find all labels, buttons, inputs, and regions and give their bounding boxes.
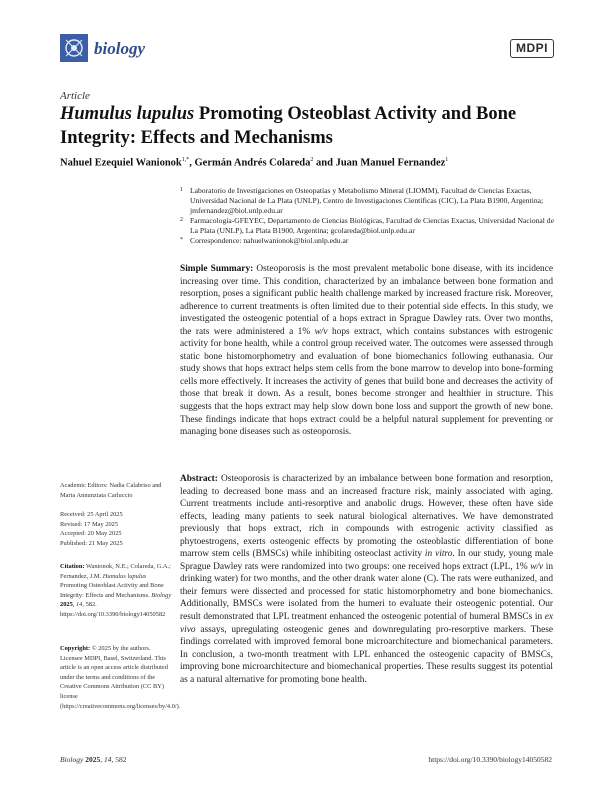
citation-block	[60, 562, 172, 620]
history-dates	[60, 510, 172, 548]
citation-authors: Wanionok, N.E.; Colareda, G.A.; Fernandez, J.M.	[60, 563, 171, 580]
author-name[interactable]: Nahuel Ezequiel Wanionok	[60, 157, 182, 169]
copyright-block	[60, 644, 181, 711]
footer-volume: 14	[103, 755, 112, 764]
title-species: Humulus lupulus	[60, 104, 195, 124]
summary-text: hops extract, which contains substances with estrogenic activity for bone health, while a control group received water. The outcomes were assessed through static bone histomorphometry and evaluation of bone biomechanics following euthanasia. Our study shows that hops extract helps stem cells from the bone marrow to develop into bone-forming cells more effectively. It increases the activity of genes that build bone and decreases the activity of those that break it down. As a result, bones become stronger and healthier in structure. This suggests that the hops extract may help slow down bone loss and support the growth of new bone. These findings indicate that hops extract could be a helpful natural supplement for preventing or managing bone diseases such as osteoporosis.	[180, 326, 553, 438]
affiliation-text: Farmacología-GFEYEC, Departamento de Ciencias Biológicas, Facultad de Ciencias Exactas, Universidad Nacional de La Plata (UNLP), La Plata B1900, Argentina; gcolareda@biol.unlp.edu.ar	[190, 216, 554, 235]
abstract-italic: w/v	[530, 561, 544, 572]
citation-volume: , 14	[72, 601, 83, 609]
abstract-text: in drinking water) for two months, and the other drank water alone (C). The rats were euthanized, and their femurs were dissected and processed for static histomorphometry and bone biomechanics. Additionally, BMSCs were isolated from the humeri to evaluate their osteogenic potential. Our result demonstrated that LPL treatment enhanced the osteogenic potential of humeral BMSCs in	[180, 561, 553, 623]
footer-citation: Biology 2025, 14, 582	[60, 755, 127, 764]
publisher-logo[interactable]: MDPI	[510, 39, 554, 58]
article-type: Article	[60, 90, 90, 102]
copyright-label: Copyright:	[60, 645, 91, 652]
abstract-italic: ex vivo	[180, 612, 553, 635]
journal-logo	[60, 34, 88, 62]
abstract-label: Abstract:	[180, 474, 218, 484]
author-affil-sup: 1,*	[181, 157, 190, 163]
date-accepted: Accepted: 20 May 2025	[60, 530, 122, 538]
author-separator: ,	[189, 157, 195, 169]
author-affil-sup: 1	[445, 157, 449, 163]
date-revised: Revised: 17 May 2025	[60, 520, 119, 528]
abstract	[180, 473, 553, 686]
academic-editors: Academic Editors: Nadia Calabriso and Maria Annunziata Carluccio	[60, 482, 162, 499]
author-name[interactable]: Juan Manuel Fernandez	[335, 157, 446, 169]
affiliation-mark: 1	[180, 187, 183, 193]
abstract-text: Osteoporosis is characterized by an imbalance between bone formation and resorption, leading to decreased bone mass and an increased fracture risk, mainly associated with aging. Current treatments include anti-resorptive and anabolic drugs. However, these often have side effects, leading many patients to seek natural biological alternatives. We have demonstrated previously that hops extract, rich in compounds with estrogenic activity classified as phytoestrogens, exerts osteogenic effects by promoting the osteoblastic differentiation of bone marrow stem cells (BMSCs) while inhibiting osteoclast activity	[180, 474, 553, 560]
copyright-text: © 2025 by the authors. Licensee MDPI, Basel, Switzerland. This article is an open access article distributed under the terms and conditions of the Creative Commons Attribution (CC BY) license (https://creativecommons.org/licenses/by/4.0/).	[60, 645, 181, 710]
summary-italic: w/v	[314, 326, 328, 337]
title-line1-rest: Promoting Osteoblast Activity and Bone	[194, 104, 517, 124]
author-separator: and	[313, 157, 336, 169]
affiliation-mark: *	[180, 237, 183, 243]
citation-label: Citation:	[60, 563, 85, 570]
footer-page: 582	[115, 755, 127, 764]
abstract-text: . In our study, young male Sprague Dawley rats were randomized into two groups: one received hops extract (LPL, 1%	[180, 549, 554, 572]
footer-year: 2025	[85, 755, 101, 764]
article-title	[60, 102, 530, 150]
author-list	[60, 157, 448, 169]
affiliation-item	[180, 216, 560, 236]
bio-emblem-icon	[60, 34, 88, 62]
affiliations	[180, 186, 560, 246]
citation-title-italic: Humulus lupulus	[102, 572, 147, 580]
author-affil-sup: 2	[310, 157, 314, 163]
simple-summary	[180, 263, 553, 439]
citation-title: Promoting Osteoblast Activity and Bone Integrity: Effects and Mechanisms.	[60, 582, 164, 599]
journal-name[interactable]: biology	[94, 39, 145, 58]
affiliation-item	[180, 186, 560, 216]
footer-journal: Biology	[60, 755, 84, 764]
abstract-text: assays, upregulating osteogenic genes and downregulating pro-resorptive markers. These findings correlated with improved femoral bone microarchitecture and biomechanical parameters. In conclusion, a two-month treatment with LPL enhanced the osteogenic capacity of BMSCs, improving bone microarchitecture and biomechanical properties. These results suggest its potential as a natural alternative for promoting bone health.	[180, 624, 553, 685]
author-name[interactable]: Germán Andrés Colareda	[194, 157, 311, 169]
summary-text: Osteoporosis is the most prevalent metabolic bone disease, with its incidence increasing over time. This condition, characterized by an imbalance between bone formation and resorption, poses a significant public health challenge marked by increased fracture risk. Moreover, adherence to current treatments is often limited due to their potential side effects. In this study, we investigated the osteogenic potential of a hops extract in Sprague Dawley rats. Over two months, the rats were administered a 1%	[180, 264, 553, 337]
correspondence-text: Correspondence: nahuelwanionok@biol.unlp.edu.ar	[190, 236, 349, 245]
citation-year: 2025	[60, 601, 73, 609]
affiliation-text: Laboratorio de Investigaciones en Osteopatías y Metabolismo Mineral (LIOMM), Facultad de Ciencias Exactas, Universidad Nacional de La Plata (UNLP), Centro de Investigaciones Científicas (CIC), La Plata B1900, Argentina; jmfernandez@biol.unlp.edu.ar	[190, 186, 544, 215]
citation-doi-link[interactable]: , 582. https://doi.org/10.3390/biology14050582	[60, 601, 166, 618]
abstract-italic: in vitro	[424, 549, 453, 560]
citation-journal: Biology	[151, 591, 172, 599]
simple-summary-label: Simple Summary:	[180, 264, 254, 274]
correspondence-item	[180, 236, 560, 246]
title-line2: Integrity: Effects and Mechanisms	[60, 128, 333, 148]
date-received: Received: 25 April 2025	[60, 511, 123, 518]
footer-doi[interactable]: https://doi.org/10.3390/biology14050582	[428, 755, 552, 764]
affiliation-mark: 2	[180, 217, 183, 223]
date-published: Published: 21 May 2025	[60, 539, 123, 547]
